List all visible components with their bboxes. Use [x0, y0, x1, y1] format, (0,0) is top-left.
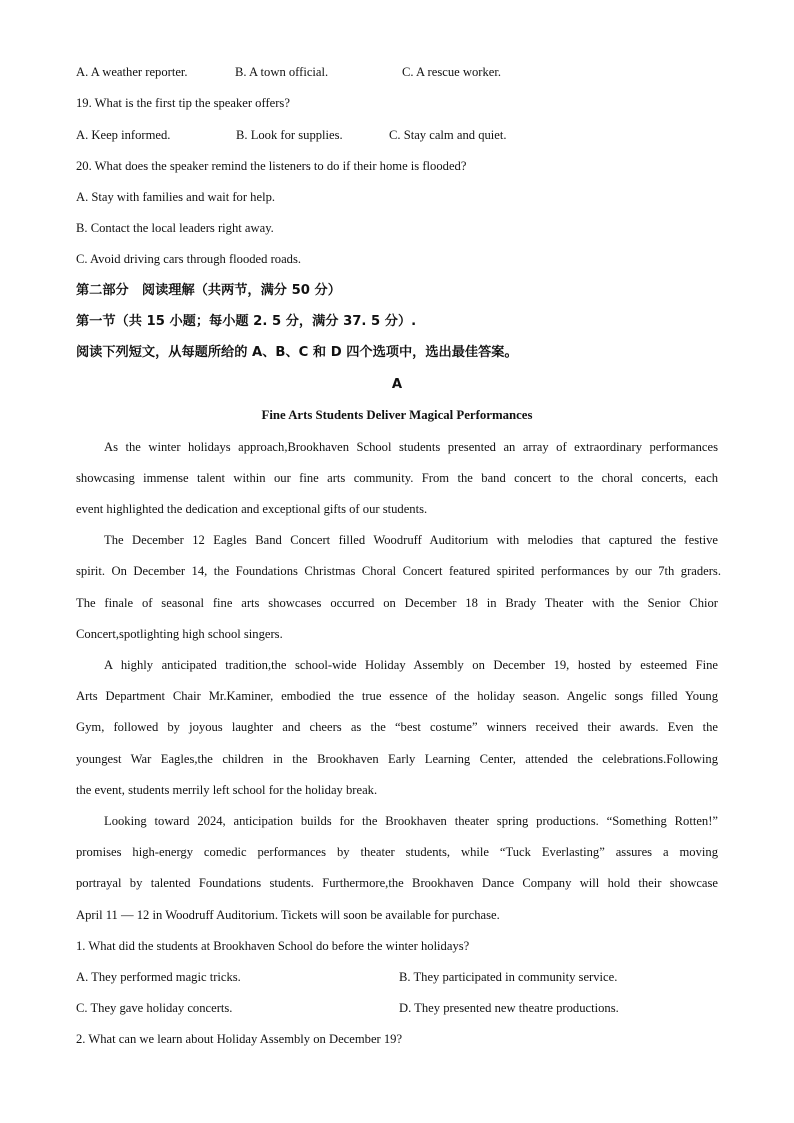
passage-title: Fine Arts Students Deliver Magical Performances: [261, 408, 533, 422]
paragraph-4-line-1: Looking toward 2024, anticipation builds for the Brookhaven theater spring productions. “Something Rotten!”: [104, 814, 718, 828]
q20-option-c: C. Avoid driving cars through flooded roads.: [76, 252, 302, 266]
paragraph-2-line-1: The December 12 Eagles Band Concert filled Woodruff Auditorium with melodies that captured the festive: [104, 533, 718, 547]
q1-option-a: A. They performed magic tricks.: [76, 970, 241, 984]
paragraph-1-line-2: showcasing immense talent within our fine arts community. From the band concert to the choral concerts, each: [76, 471, 718, 485]
q20-question: 20. What does the speaker remind the listeners to do if their home is flooded?: [76, 159, 467, 173]
passage-label: A: [391, 377, 403, 392]
paragraph-3-line-2: Arts Department Chair Mr.Kaminer, embodied the true essence of the holiday season. Angelic songs filled Young: [76, 689, 718, 703]
q1-option-c: C. They gave holiday concerts.: [76, 1001, 233, 1015]
q1-option-d: D. They presented new theatre productions.: [399, 1001, 619, 1015]
q18-option-a: A. A weather reporter.: [76, 65, 188, 79]
q18-option-b: B. A town official.: [235, 65, 329, 79]
q1-option-b: B. They participated in community service.: [399, 970, 618, 984]
paragraph-1-line-3: event highlighted the dedication and exceptional gifts of our students.: [76, 502, 428, 516]
paragraph-2-line-3: The finale of seasonal fine arts showcases occurred on December 18 in Brady Theater with the Senior Chior: [76, 596, 718, 610]
paragraph-3-line-3: Gym, followed by joyous laughter and cheers as the “best costume” winners received their awards. Even the: [76, 720, 718, 734]
paragraph-4-line-3: portrayal by talented Foundations students. Furthermore,the Brookhaven Dance Company will hold their showcase: [76, 876, 718, 890]
q19-option-b: B. Look for supplies.: [236, 128, 343, 142]
paragraph-4-line-2: promises high-energy comedic performances by theater students, while “Tuck Everlasting” assures a moving: [76, 845, 718, 859]
paragraph-4-line-4: April 11 — 12 in Woodruff Auditorium. Tickets will soon be available for purchase.: [76, 908, 500, 922]
section-sub-heading: 第一节（共 15 小题；每小题 2. 5 分，满分 37. 5 分）.: [76, 314, 417, 329]
paragraph-1-line-1: As the winter holidays approach,Brookhaven School students presented an array of extraordinary performances: [104, 440, 718, 454]
paragraph-2-line-4: Concert,spotlighting high school singers.: [76, 627, 283, 641]
paragraph-2-line-2: spirit. On December 14, the Foundations Christmas Choral Concert featured spirited performances by our 7th graders.: [76, 564, 721, 578]
q20-option-b: B. Contact the local leaders right away.: [76, 221, 274, 235]
q2-question: 2. What can we learn about Holiday Assembly on December 19?: [76, 1032, 403, 1046]
q19-option-c: C. Stay calm and quiet.: [389, 128, 507, 142]
section-instruction: 阅读下列短文，从每题所给的 A、B、C 和 D 四个选项中，选出最佳答案。: [76, 345, 518, 360]
q19-question: 19. What is the first tip the speaker offers?: [76, 96, 290, 110]
q18-option-c: C. A rescue worker.: [402, 65, 501, 79]
q1-question: 1. What did the students at Brookhaven School do before the winter holidays?: [76, 939, 470, 953]
paragraph-3-line-4: youngest War Eagles,the children in the Brookhaven Early Learning Center, attended the celebrations.Following: [76, 752, 718, 766]
q19-option-a: A. Keep informed.: [76, 128, 171, 142]
section-heading: 第二部分 阅读理解（共两节，满分 50 分）: [76, 283, 341, 298]
paragraph-3-line-1: A highly anticipated tradition,the school-wide Holiday Assembly on December 19, hosted by esteemed Fine: [104, 658, 718, 672]
q20-option-a: A. Stay with families and wait for help.: [76, 190, 276, 204]
paragraph-3-line-5: the event, students merrily left school for the holiday break.: [76, 783, 378, 797]
